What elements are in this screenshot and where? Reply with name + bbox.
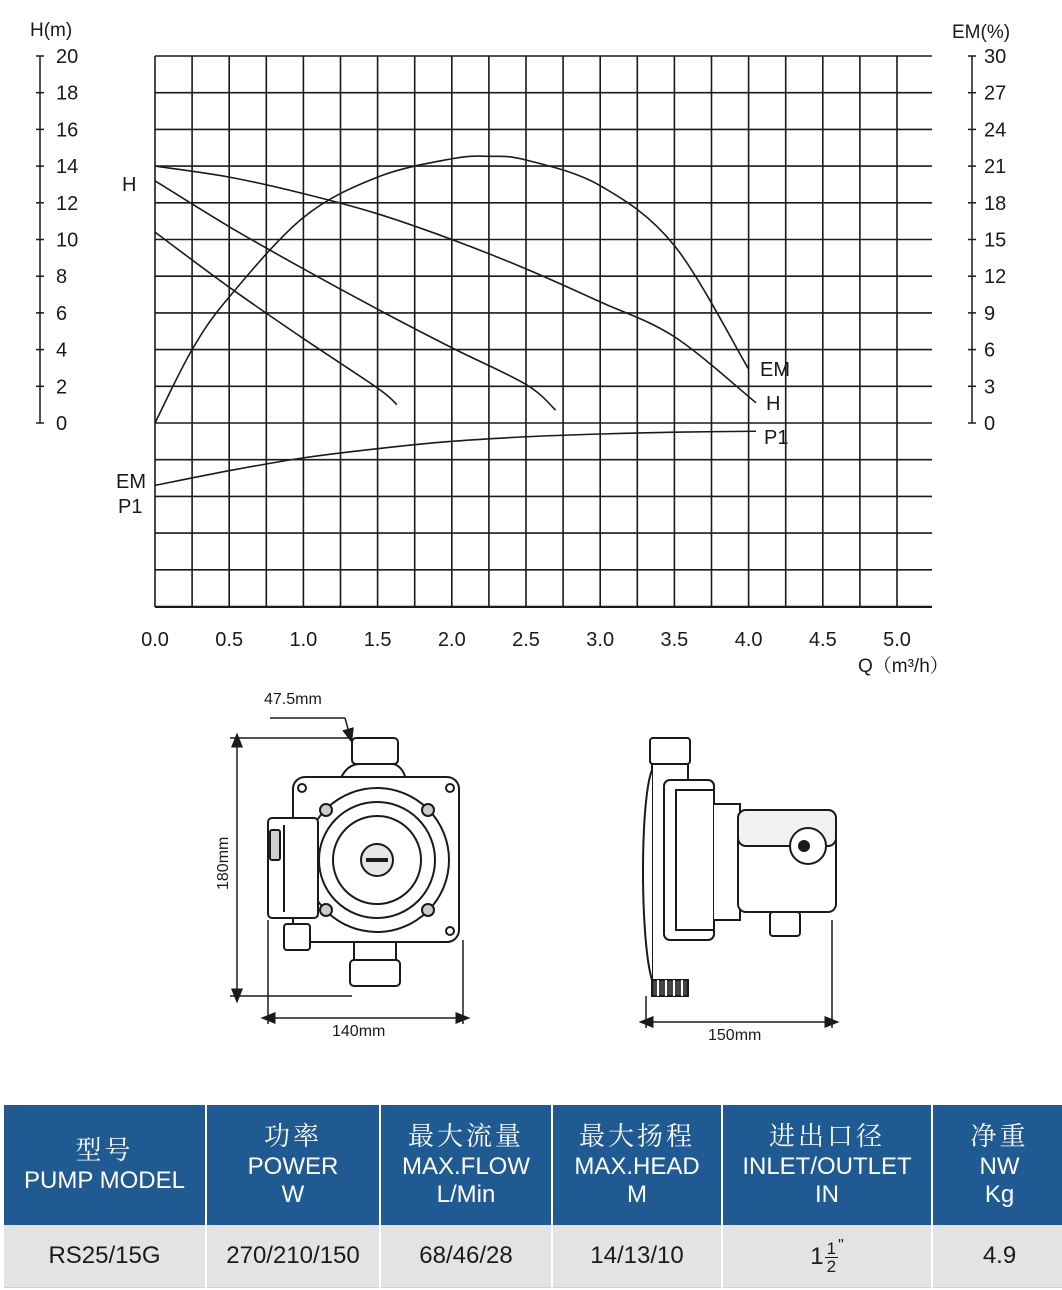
x-axis-tick-label: 3.5 xyxy=(660,629,689,651)
left-axis-tick-label: 12 xyxy=(56,192,79,215)
cell-weight: 4.9 xyxy=(932,1225,1062,1288)
dim-width-150: 150mm xyxy=(708,1027,762,1044)
cell-model: RS25/15G xyxy=(4,1225,206,1288)
x-axis-tick-label: 1.0 xyxy=(289,629,318,651)
cell-max-flow: 68/46/28 xyxy=(380,1225,552,1288)
inlet-whole: 1 xyxy=(810,1242,824,1270)
chart-curves xyxy=(155,156,756,485)
right-axis-tick-label: 21 xyxy=(984,156,1007,179)
right-axis-tick-label: 3 xyxy=(984,376,996,399)
dim-flange-47-5: 47.5mm xyxy=(264,691,322,708)
dim-height-180: 180mm xyxy=(215,836,232,890)
left-axis-tick-label: 20 xyxy=(56,46,79,68)
right-axis-tick-label: 9 xyxy=(984,302,996,325)
curve-label-p1: P1 xyxy=(764,427,789,449)
x-axis-tick-label: 4.5 xyxy=(808,629,837,651)
table-row xyxy=(4,1225,1062,1288)
cell-max-head: 14/13/10 xyxy=(552,1225,722,1288)
dim-width-140: 140mm xyxy=(332,1023,386,1040)
header-max-flow: 最大流量 MAX.FLOW L/Min xyxy=(380,1105,552,1225)
right-axis xyxy=(968,46,1006,435)
header-max-head: 最大扬程 MAX.HEAD M xyxy=(552,1105,722,1225)
curve-h xyxy=(155,166,756,403)
header-net-weight: 净重 NW Kg xyxy=(932,1105,1062,1225)
right-axis-tick-label: 30 xyxy=(984,46,1007,68)
x-axis-tick-label: 0.0 xyxy=(141,629,169,651)
left-label-em: EM xyxy=(116,471,146,493)
left-axis-tick-label: 14 xyxy=(56,156,79,179)
x-axis-tick-label: 4.0 xyxy=(734,629,763,651)
x-axis-title: Q（m³/h） xyxy=(858,656,949,677)
right-axis-tick-label: 6 xyxy=(984,339,996,362)
left-axis-tick-label: 2 xyxy=(56,376,68,399)
left-axis-tick-label: 0 xyxy=(56,413,68,435)
right-axis-tick-label: 15 xyxy=(984,229,1007,252)
right-axis-tick-label: 12 xyxy=(984,266,1007,289)
curve-speed-1 xyxy=(155,181,556,410)
right-axis-tick-label: 27 xyxy=(984,82,1007,105)
left-label-h: H xyxy=(122,174,137,196)
left-axis-tick-label: 16 xyxy=(56,119,79,142)
left-label-p1: P1 xyxy=(118,496,143,518)
left-axis-tick-label: 6 xyxy=(56,302,68,325)
x-axis-tick-label: 0.5 xyxy=(215,629,244,651)
inlet-unit: " xyxy=(838,1236,844,1254)
x-axis-tick-label: 2.5 xyxy=(512,629,540,651)
chart-grid xyxy=(155,56,932,607)
header-power: 功率 POWER W xyxy=(206,1105,380,1225)
curve-label-h: H xyxy=(766,393,781,415)
left-axis-tick-label: 8 xyxy=(56,266,68,289)
side-view-drawing xyxy=(643,738,836,996)
right-axis-tick-label: 0 xyxy=(984,413,996,435)
left-axis xyxy=(36,46,78,435)
spec-table xyxy=(4,1105,1062,1288)
x-axis-tick-label: 2.0 xyxy=(437,629,466,651)
left-axis-tick-label: 18 xyxy=(56,82,79,105)
y-right-axis-title: EM(%) xyxy=(952,22,1011,43)
curve-speed-2 xyxy=(155,232,397,404)
right-axis-tick-label: 18 xyxy=(984,192,1007,215)
cell-inlet-outlet xyxy=(722,1225,932,1288)
x-axis-tick-label: 5.0 xyxy=(883,629,911,651)
x-axis-tick-label: 3.0 xyxy=(586,629,615,651)
header-pump-model: 型号 PUMP MODEL xyxy=(4,1105,206,1225)
dimension-drawings xyxy=(0,680,1062,1080)
curve-p1 xyxy=(155,431,756,485)
table-header-row xyxy=(4,1105,1062,1225)
left-axis-tick-label: 4 xyxy=(56,339,68,362)
y-left-axis-title: H(m) xyxy=(30,20,73,41)
right-axis-tick-label: 24 xyxy=(984,119,1007,142)
curve-label-em: EM xyxy=(760,359,790,381)
x-axis-tick-label: 1.5 xyxy=(363,629,392,651)
header-inlet-outlet: 进出口径 INLET/OUTLET IN xyxy=(722,1105,932,1225)
inlet-fraction: $\frac{1}{2}$ xyxy=(826,1239,837,1277)
front-view-drawing xyxy=(268,738,459,986)
cell-power: 270/210/150 xyxy=(206,1225,380,1288)
left-axis-tick-label: 10 xyxy=(56,229,79,252)
x-axis xyxy=(141,629,911,651)
